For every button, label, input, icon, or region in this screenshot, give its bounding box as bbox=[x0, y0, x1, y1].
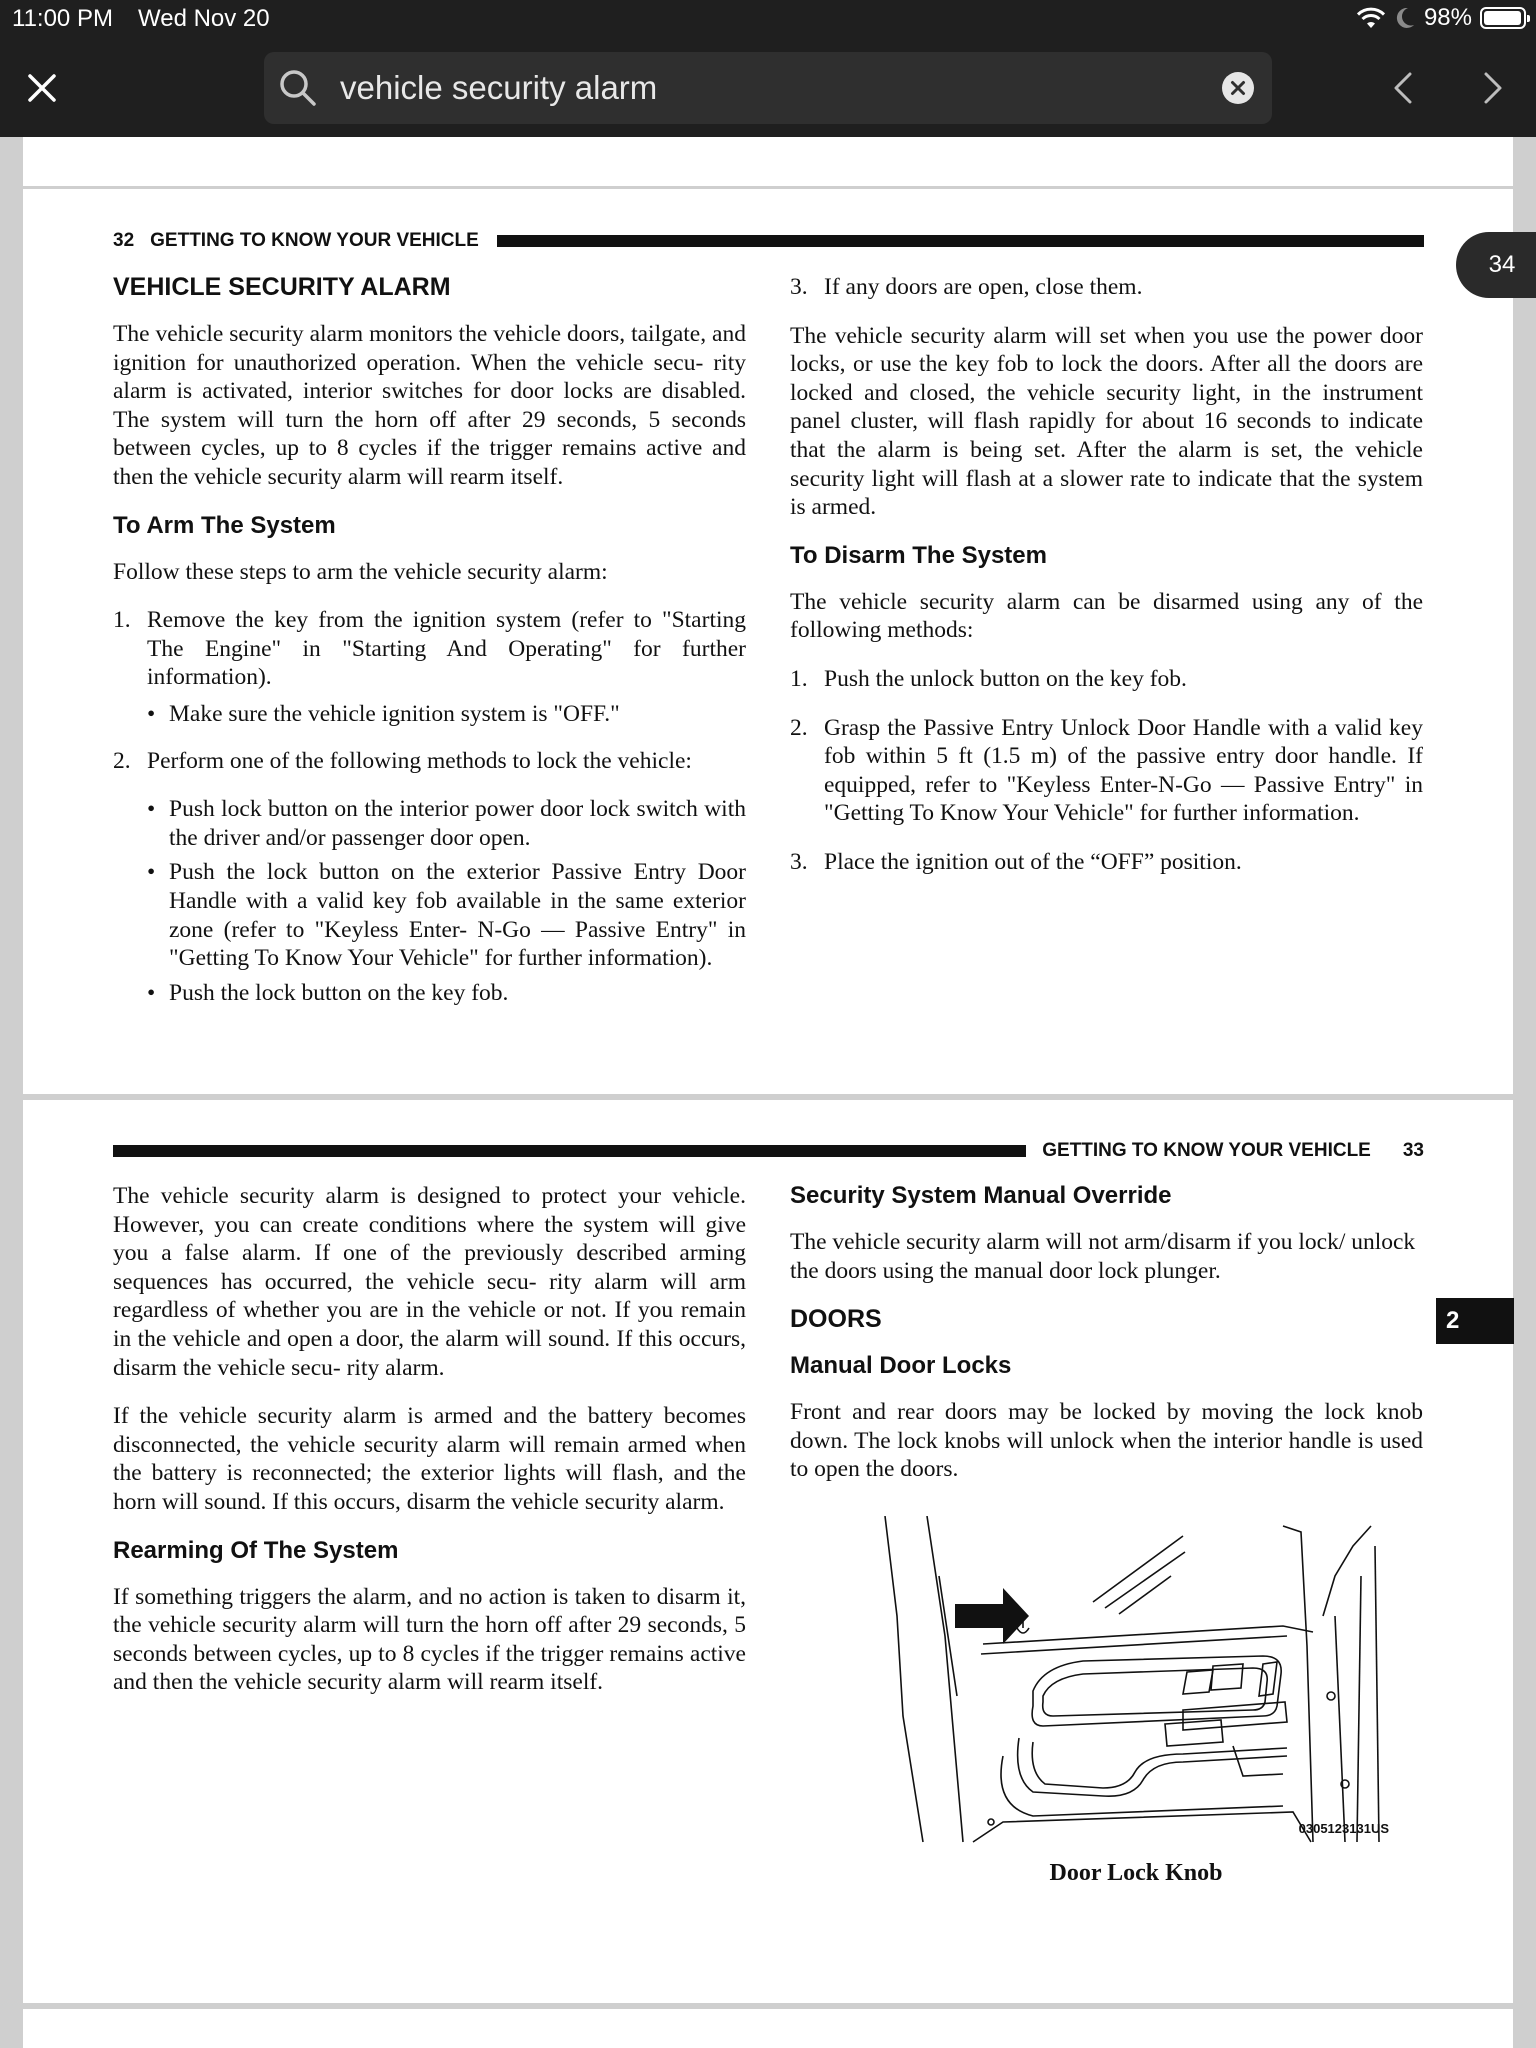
previous-result-button[interactable] bbox=[1384, 68, 1424, 108]
arm-step-1 bbox=[113, 606, 746, 692]
manual-locks-paragraph: Front and rear doors may be locked by moving the lock knob down. The lock knobs will unlock when the interior handle is used to open the doors. bbox=[790, 1399, 1423, 1483]
battery-icon bbox=[1480, 7, 1526, 29]
arm-heading: To Arm The System bbox=[113, 511, 336, 539]
status-indicators bbox=[1356, 4, 1526, 32]
override-paragraph: The vehicle security alarm will not arm/disarm if you lock/ unlock the doors using the manual door lock plunger. bbox=[790, 1229, 1416, 1284]
step-text: Grasp the Passive Entry Unlock Door Handle with a valid key fob within 5 ft (1.5 m) of the passive entry door handle. If equipped, refer to "Keyless Enter-N-Go — Passive Entry" in "Getting To Know Your Vehicle" for further information. bbox=[824, 714, 1423, 827]
header-title: GETTING TO KNOW YOUR VEHICLE bbox=[150, 230, 479, 251]
disarm-step-1 bbox=[790, 665, 1423, 694]
page-number: 33 bbox=[1402, 1140, 1424, 1161]
page-indicator-badge[interactable]: 34 bbox=[1456, 232, 1536, 298]
next-page-edge bbox=[23, 2009, 1513, 2048]
battery-paragraph: If the vehicle security alarm is armed and the battery becomes disconnected, the vehicle security alarm will remain armed when the battery is reconnected; the exterior lights will flash, and the horn will sound. If this occurs, disarm the vehicle security alarm. bbox=[113, 1403, 746, 1515]
figure-caption: Door Lock Knob bbox=[1049, 1860, 1223, 1886]
bullet-text: Push lock button on the interior power door lock switch with the driver and/or passenger door open. bbox=[169, 796, 746, 851]
search-icon bbox=[278, 68, 318, 108]
bullet-item bbox=[147, 858, 746, 972]
bullet-text: Push the lock button on the key fob. bbox=[169, 979, 509, 1006]
step-text: Perform one of the following methods to lock the vehicle: bbox=[147, 747, 692, 774]
step-number: 3. bbox=[790, 274, 808, 300]
alarm-set-paragraph: The vehicle security alarm will set when you use the power door locks, or use the key fob to lock the doors. After all the doors are locked and closed, the vehicle security light, in the instrument panel cluster, will flash rapidly for about 16 seconds to indicate that the alarm is being set. After the alarm is set, the vehicle security light will flash at a slower rate to indicate that the system is armed. bbox=[790, 322, 1423, 521]
bullet-item bbox=[147, 700, 746, 729]
step-text: If any doors are open, close them. bbox=[824, 274, 1143, 300]
step-text: Remove the key from the ignition system (refer to "Starting The Engine" in "Starting And Operating" for further information). bbox=[147, 607, 746, 691]
arm-intro: Follow these steps to arm the vehicle security alarm: bbox=[113, 558, 608, 585]
disarm-intro: The vehicle security alarm can be disarmed using any of the following methods: bbox=[790, 588, 1423, 644]
step-number: 1. bbox=[113, 607, 131, 634]
bullet-item bbox=[147, 979, 746, 1008]
header-rule bbox=[497, 235, 1424, 247]
page32-left-column bbox=[113, 273, 746, 1023]
door-panel-drawing bbox=[883, 1516, 1389, 1844]
step-number: 3. bbox=[790, 848, 808, 875]
running-header-33 bbox=[113, 1140, 1424, 1162]
header-rule bbox=[113, 1145, 1026, 1157]
battery-fill bbox=[1484, 11, 1521, 25]
page33-right-column bbox=[790, 1182, 1423, 1504]
bullet-dot: • bbox=[147, 859, 156, 886]
step1-bullets bbox=[147, 700, 746, 729]
moon-icon bbox=[1394, 6, 1416, 30]
disarm-step-3 bbox=[790, 848, 1423, 877]
bullet-item bbox=[147, 795, 746, 852]
clear-circle-icon bbox=[1222, 72, 1254, 104]
bullet-text: Push the lock button on the exterior Passive Entry Door Handle with a valid key fob available in the same exterior zone (refer to "Keyless Enter- N-Go — Passive Entry" in "Getting To Know Your Vehicle" for further information). bbox=[169, 859, 746, 972]
wifi-icon bbox=[1356, 6, 1386, 30]
rearm-paragraph: If something triggers the alarm, and no action is taken to disarm it, the vehicle security alarm will turn the horn off after 29 seconds, 5 seconds between cycles, up to 8 cycles if the trigger remains active and then the vehicle security alarm will rearm itself. bbox=[113, 1583, 746, 1696]
search-input[interactable] bbox=[340, 52, 1170, 124]
clear-search-button[interactable] bbox=[1222, 72, 1254, 104]
status-time: 11:00 PM bbox=[12, 5, 113, 32]
header-title: GETTING TO KNOW YOUR VEHICLE bbox=[1042, 1140, 1371, 1161]
doors-heading: DOORS bbox=[790, 1305, 882, 1334]
close-icon bbox=[22, 68, 62, 108]
search-box[interactable] bbox=[264, 52, 1272, 124]
pointer-arrow bbox=[955, 1588, 1029, 1644]
previous-page-edge bbox=[23, 137, 1513, 189]
page32-right-column bbox=[790, 273, 1423, 897]
figure-code: 0305123131US bbox=[1298, 1821, 1389, 1836]
step-number: 2. bbox=[790, 714, 808, 741]
arm-step-2 bbox=[113, 747, 746, 776]
chevron-left-icon bbox=[1384, 68, 1424, 108]
arm-step-3 bbox=[790, 273, 1423, 302]
override-heading: Security System Manual Override bbox=[790, 1182, 1172, 1209]
step-text: Push the unlock button on the key fob. bbox=[824, 665, 1187, 692]
step-number: 1. bbox=[790, 665, 808, 692]
intro-paragraph: The vehicle security alarm monitors the vehicle doors, tailgate, and ignition for unauthorized operation. When the vehicle secu- rity alarm is activated, interior switches for door locks are disabled. The system will turn the horn off after 29 seconds, 5 seconds between cycles, up to 8 cycles if the trigger remains active and then the vehicle security alarm will rearm itself. bbox=[113, 321, 746, 490]
page33-left-column bbox=[113, 1182, 746, 1717]
page-number: 32 bbox=[113, 230, 135, 251]
chevron-right-icon bbox=[1472, 68, 1512, 108]
top-toolbar bbox=[0, 0, 1536, 137]
rearm-heading: Rearming Of The System bbox=[113, 1536, 399, 1564]
door-lock-illustration bbox=[883, 1516, 1389, 1844]
step-text: Place the ignition out of the “OFF” position. bbox=[824, 848, 1242, 875]
step-number: 2. bbox=[113, 747, 131, 774]
running-header-32 bbox=[113, 230, 1424, 252]
bullet-dot: • bbox=[147, 700, 156, 727]
close-button[interactable] bbox=[22, 68, 62, 108]
bullet-text: Make sure the vehicle ignition system is "OFF." bbox=[169, 700, 620, 727]
next-result-button[interactable] bbox=[1472, 68, 1512, 108]
bullet-dot: • bbox=[147, 796, 156, 823]
battery-percent: 98% bbox=[1423, 4, 1472, 31]
bullet-dot: • bbox=[147, 979, 156, 1006]
false-alarm-paragraph: The vehicle security alarm is designed to protect your vehicle. However, you can create conditions where the system will give you a false alarm. If one of the previously described arming sequences has occurred, the vehicle secu- rity alarm will arm regardless of whether you are in the vehicle or not. If you remain in the vehicle and open a door, the alarm will sound. If this occurs, disarm the vehicle secu- rity alarm. bbox=[113, 1183, 746, 1381]
status-date: Wed Nov 20 bbox=[138, 5, 270, 32]
manual-locks-heading: Manual Door Locks bbox=[790, 1352, 1012, 1380]
section-title: VEHICLE SECURITY ALARM bbox=[113, 273, 451, 301]
disarm-heading: To Disarm The System bbox=[790, 541, 1047, 569]
step2-bullets bbox=[147, 795, 746, 1007]
chapter-tab[interactable]: 2 bbox=[1436, 1298, 1514, 1344]
disarm-step-2 bbox=[790, 714, 1423, 828]
